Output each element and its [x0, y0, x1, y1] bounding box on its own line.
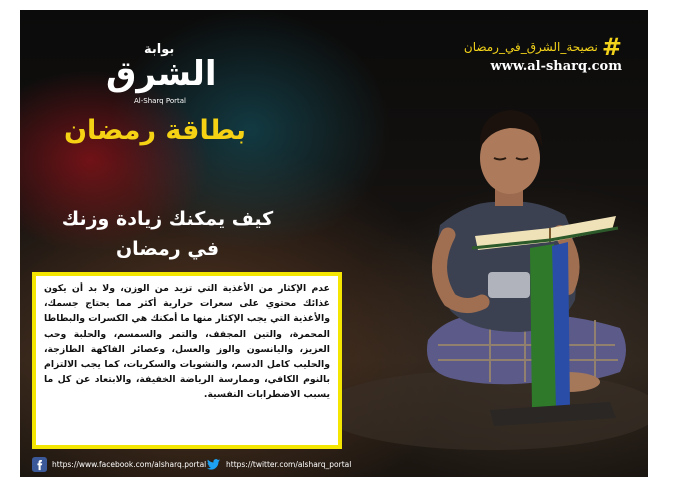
heading-line-1: كيف يمكنك زيادة وزنك [61, 208, 274, 230]
hashtag-symbol: # [601, 33, 622, 61]
facebook-url[interactable]: https://www.facebook.com/alsharq.portal [52, 460, 207, 469]
advice-text: عدم الإكثار من الأغذية التي تزيد من الوزن، ولا بد أن يكون غذائك محتوي على سعرات حرارية أكثر مما يحتاج جسمك، والأغذية التي يجب الإكثار منها ما أمكنك هي الكسرات والبطاطا المحمرة، والتين المجفف، والتمر والسمسم، والحلبة وحب العزيز، واليانسون والوز والعسل، وعصائر الفاكهة الطازجة، والحليب كامل الدسم، والنشويات والسكريات، كما يجب الالتزام بالنوم الكافي، وممارسة الرياضة الخفيفة، والابتعاد عن كل ما يسبب الاضطرابات النفسية. [36, 276, 338, 445]
al-sharq-logo [100, 42, 220, 112]
advice-text-box [32, 272, 342, 449]
logo-subtitle: Al-Sharq Portal [134, 97, 186, 105]
logo-top-text: بوابة [144, 42, 175, 57]
footer [20, 453, 648, 477]
website-url[interactable]: www.al-sharq.com [490, 59, 622, 74]
ramadan-card [20, 10, 648, 477]
facebook-icon [32, 457, 47, 472]
heading-line-2: في رمضان [115, 238, 220, 260]
twitter-link[interactable] [206, 457, 351, 472]
twitter-icon [206, 457, 221, 472]
card-title: بطاقة رمضان [63, 115, 247, 146]
facebook-link[interactable] [32, 457, 206, 472]
hashtag [464, 35, 622, 59]
hashtag-text: نصيحة_الشرق_في_رمضان [463, 40, 598, 54]
twitter-url[interactable]: https://twitter.com/alsharq_portal [226, 460, 352, 469]
logo-main-text: الشرق [106, 54, 217, 94]
